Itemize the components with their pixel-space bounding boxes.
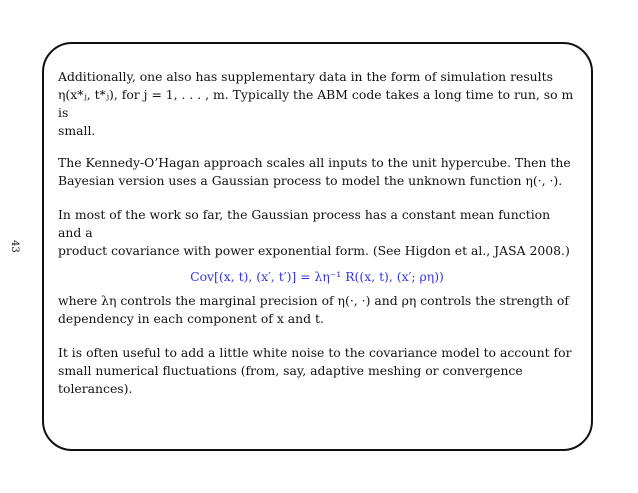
text-line: In most of the work so far, the Gaussian process has a constant mean function and a — [58, 207, 551, 240]
paragraph-gaussian-process — [58, 206, 576, 260]
text-line: Bayesian version uses a Gaussian process to model the unknown function η(·, ·). — [58, 173, 563, 188]
text-line: η(x*ⱼ, t*ⱼ), for j = 1, . . . , m. Typically the ABM code takes a long time to run, so m is — [58, 87, 574, 120]
text-line: dependency in each component of x and t. — [58, 311, 324, 326]
paragraph-lambda-rho — [58, 292, 576, 328]
text-line: small. — [58, 123, 96, 138]
paragraph-kennedy-ohagan — [58, 154, 576, 190]
page-number: 43 — [9, 240, 20, 253]
paragraph-supplementary-data — [58, 68, 576, 140]
text-line: Additionally, one also has supplementary data in the form of simulation results — [58, 69, 553, 84]
text-line: product covariance with power exponential form. (See Higdon et al., JASA 2008.) — [58, 243, 570, 258]
covariance-equation: Cov[(x, t), (x′, t′)] = λη⁻¹ R((x, t), (x′; ρη)) — [190, 269, 444, 284]
text-line: where λη controls the marginal precision of η(·, ·) and ρη controls the strength of — [58, 293, 569, 308]
text-line: small numerical fluctuations (from, say, adaptive meshing or convergence tolerances). — [58, 363, 523, 396]
text-line: The Kennedy-O’Hagan approach scales all inputs to the unit hypercube. Then the — [58, 155, 571, 170]
text-line: It is often useful to add a little white noise to the covariance model to account for — [58, 345, 572, 360]
paragraph-white-noise — [58, 344, 576, 398]
slide-content — [58, 68, 576, 398]
